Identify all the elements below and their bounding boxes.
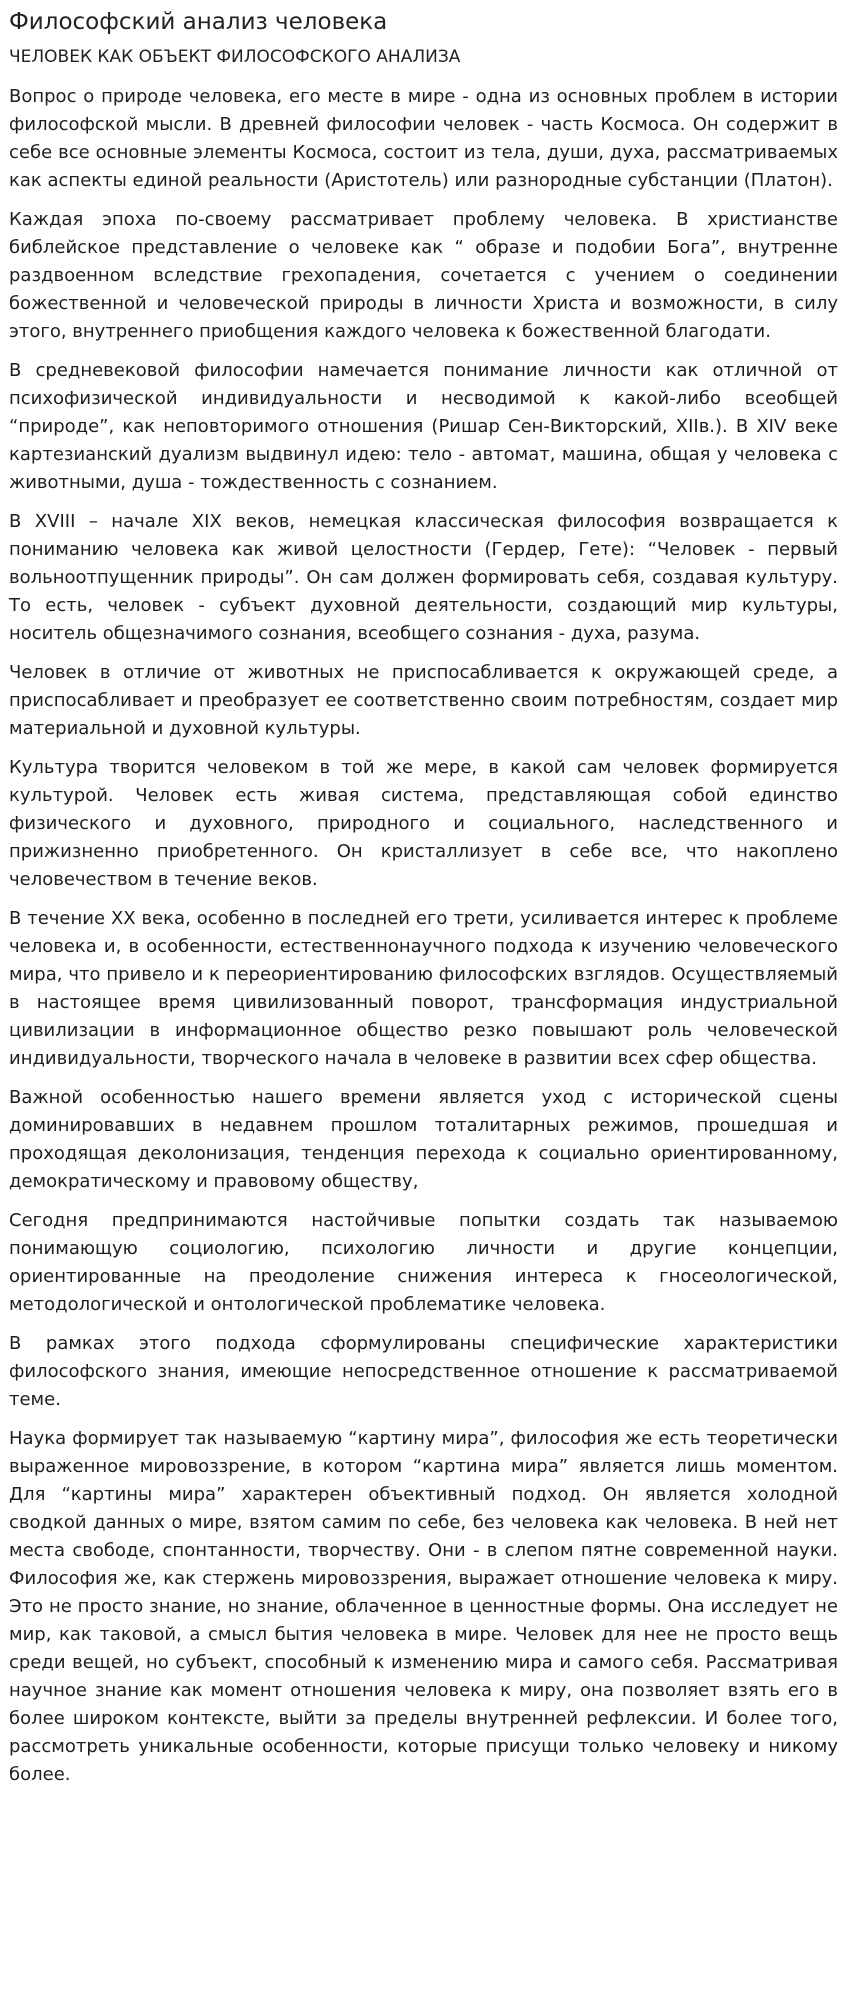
paragraph: Наука формирует так называемую “картину мира”, философия же есть теоретически выраженное мировоззрение, в котором “картина мира” является лишь моментом. Для “картины мира” характерен объективный подход. Он является холодной сводкой данных о мире, взятом самим по себе, без человека как человека. В ней нет места свободе, спонтанности, творчеству. Они - в слепом пятне современной науки. Философия же, как стержень мировоззрения, выражает отношение человека к миру. Это не просто знание, но знание, облаченное в ценностные формы. Она исследует не мир, как таковой, а смысл бытия человека в мире. Человек для нее не просто вещь среди вещей, но субъект, способный к изменению мира и самого себя. Рассматривая научное знание как момент отношения человека к миру, она позволяет взять его в более широком контексте, выйти за пределы внутренней рефлексии. И более того, рассмотреть уникальные особенности, которые присущи только человеку и никому более. [9, 1428, 838, 1785]
paragraph: Сегодня предпринимаются настойчивые попытки создать так называемою понимающую социологию, психологию личности и другие концепции, ориентированные на преодоление снижения интереса к гносеологической, методологической и онтологической проблематике человека. [9, 1210, 838, 1315]
paragraph: В XVIII – начале XIX веков, немецкая классическая философия возвращается к пониманию человека как живой целостности (Гердер, Гете): “Человек - первый вольноотпущенник природы”. Он сам должен формировать себя, создавая культуру. То есть, человек - субъект духовной деятельности, создающий мир культуры, носитель общезначимого сознания, всеобщего сознания - духа, разума. [9, 511, 838, 644]
paragraph: В средневековой философии намечается понимание личности как отличной от психофизической индивидуальности и несводимой к какой-либо всеобщей “природе”, как неповторимого отношения (Ришар Сен-Викторский, XIIв.). В XIV веке картезианский дуализм выдвинул идею: тело - автомат, машина, общая у человека с животными, душа - тождественность с сознанием. [9, 360, 838, 493]
document-subtitle: ЧЕЛОВЕК КАК ОБЪЕКТ ФИЛОСОФСКОГО АНАЛИЗА [9, 47, 461, 67]
paragraph: Важной особенностью нашего времени является уход с исторической сцены доминировавших в недавнем прошлом тоталитарных режимов, прошедшая и проходящая деколонизация, тенденция перехода к социально ориентированному, демократическому и правовому обществу, [9, 1087, 838, 1192]
paragraph: Каждая эпоха по-своему рассматривает проблему человека. В христианстве библейское представление о человеке как “ образе и подобии Бога”, внутренне раздвоенном вследствие грехопадения, сочетается с учением о соединении божественной и человеческой природы в личности Христа и возможности, в силу этого, внутреннего приобщения каждого человека к божественной благодати. [9, 209, 838, 342]
paragraph: Вопрос о природе человека, его месте в мире - одна из основных проблем в истории философской мысли. В древней философии человек - часть Космоса. Он содержит в себе все основные элементы Космоса, состоит из тела, души, духа, рассматриваемых как аспекты единой реальности (Аристотель) или разнородные субстанции (Платон). [9, 86, 838, 191]
paragraph: Культура творится человеком в той же мере, в какой сам человек формируется культурой. Человек есть живая система, представляющая собой единство физического и духовного, природного и социального, наследственного и прижизненно приобретенного. Он кристаллизует в себе все, что накоплено человечеством в течение веков. [9, 757, 838, 890]
paragraph: В рамках этого подхода сформулированы специфические характеристики философского знания, имеющие непосредственное отношение к рассматриваемой теме. [9, 1333, 838, 1410]
paragraph: В течение XX века, особенно в последней его трети, усиливается интерес к проблеме человека и, в особенности, естественнонаучного подхода к изучению человеческого мира, что привело и к переориентированию философских взглядов. Осуществляемый в настоящее время цивилизованный поворот, трансформация индустриальной цивилизации в информационное общество резко повышают роль человеческой индивидуальности, творческого начала в человеке в развитии всех сфер общества. [9, 908, 838, 1069]
paragraph: Человек в отличие от животных не приспосабливается к окружающей среде, а приспосабливает и преобразует ее соответственно своим потребностям, создает мир материальной и духовной культуры. [9, 662, 838, 739]
document-title: Философский анализ человека [9, 9, 388, 35]
